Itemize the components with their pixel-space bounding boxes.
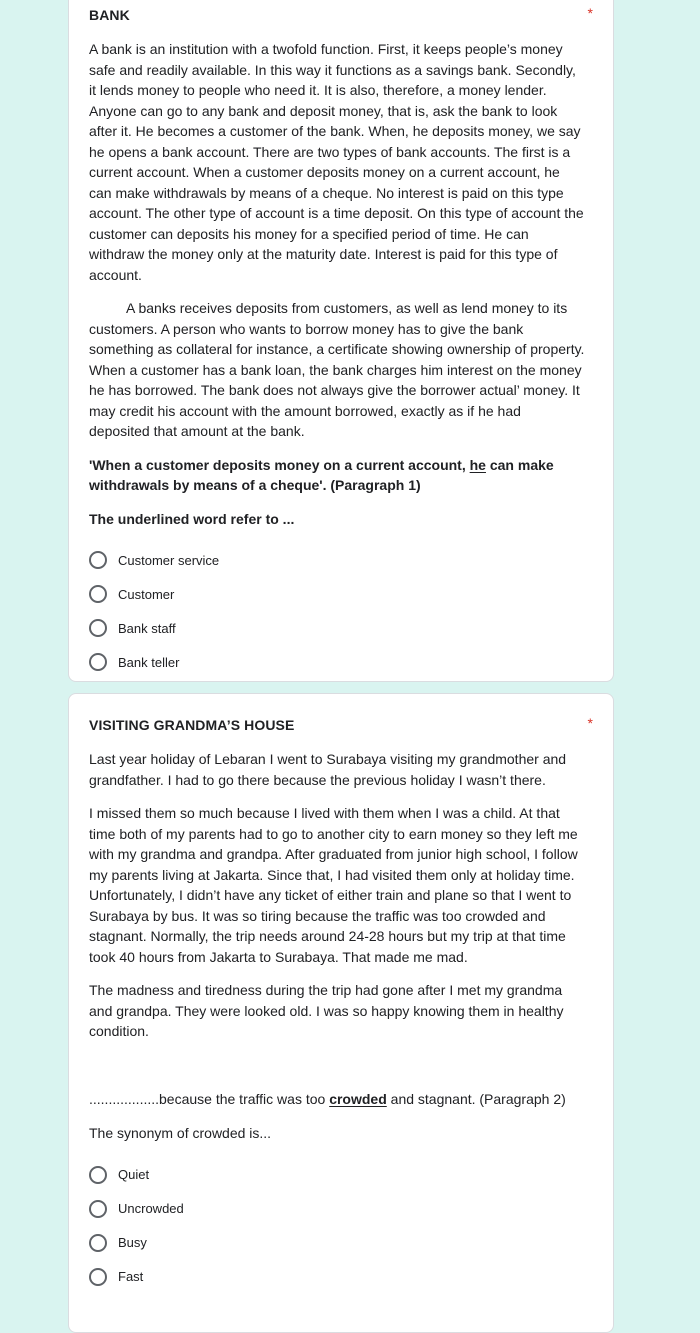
option-label: Bank staff — [118, 620, 176, 636]
passage-paragraph-2: A banks receives deposits from customers, as well as lend money to its customers. A person who wants to borrow money has to give the bank something as collateral for instance, a certificate showing ownership of property. When a customer has a bank loan, the bank charges him interest on the money he has borrowed. The bank does not always give the borrower actual’ money. It may credit his account with the amount borrowed, exactly as if he had deposited that amount at the bank. — [89, 300, 585, 439]
underlined-word: he — [469, 456, 486, 473]
required-asterisk: * — [587, 5, 593, 21]
radio-button[interactable] — [89, 585, 107, 603]
option-label: Quiet — [118, 1167, 150, 1182]
passage-paragraph-1: Last year holiday of Lebaran I went to Surabaya visiting my grandmother and grandfather. I had to go there because the previous holiday I wasn’t there. — [89, 751, 567, 788]
options-group — [89, 543, 585, 679]
option-label: Customer — [118, 586, 175, 602]
option-bank-staff[interactable] — [89, 611, 585, 645]
question-prompt: The underlined word refer to ... — [89, 510, 295, 527]
required-asterisk: * — [587, 715, 593, 731]
radio-button[interactable] — [89, 1268, 107, 1286]
question-quote: 'When a customer deposits money on a current account, he can make withdrawals by means of a cheque'. (Paragraph 1) — [89, 456, 554, 493]
option-busy[interactable] — [89, 1226, 585, 1260]
radio-button[interactable] — [89, 1200, 107, 1218]
passage-paragraph-3: The madness and tiredness during the trip had gone after I met my grandma and grandpa. They were looked old. I was so happy knowing them in healthy condition. — [89, 982, 564, 1039]
passage-paragraph-1: A bank is an institution with a twofold function. First, it keeps people’s money safe and readily available. In this way it functions as a savings bank. Secondly, it lends money to people who need it. It is also, therefore, a money lender. Anyone can go to any bank and deposit money, that is, ask the bank to look after it. He becomes a customer of the bank. When, he deposits money, we say he opens a bank account. There are two types of bank accounts. The first is a current account. When a customer deposits money on a current account, he can make withdrawals by means of a cheque. No interest is paid on this type account. The other type of account is a time deposit. On this type of account the customer can deposits his money for a specified period of time. He can withdraw the money only at the maturity date. Interest is paid for this type of account. — [89, 41, 584, 283]
option-customer-service[interactable] — [89, 543, 585, 577]
question-quote: ..................because the traffic was too crowded and stagnant. (Paragraph 2) — [89, 1090, 566, 1107]
option-label: Customer service — [118, 552, 220, 568]
option-uncrowded[interactable] — [89, 1192, 585, 1226]
option-quiet[interactable] — [89, 1158, 585, 1192]
question-card-grandma — [68, 693, 614, 1333]
question-card-bank — [68, 0, 614, 682]
option-label: Fast — [118, 1269, 144, 1284]
question-title: BANK * — [89, 5, 593, 23]
passage-paragraph-2: I missed them so much because I lived with them when I was a child. At that time both of my parents had to go to another city to earn money so they left me with my grandma and grandpa. After graduated from junior high school, I follow my parents living at Jakarta. Since that, I had visited them only at holiday time. Unfortunately, I didn’t have any ticket of either train and plane so that I went to Surabaya by bus. It was so tiring because the traffic was too crowded and stagnant. Normally, the trip needs around 24-28 hours but my trip at that time took 40 hours from Jakarta to Surabaya. That made me mad. — [89, 805, 578, 965]
radio-button[interactable] — [89, 619, 107, 637]
option-label: Bank teller — [118, 654, 180, 670]
underlined-word: crowded — [329, 1090, 387, 1107]
radio-button[interactable] — [89, 1166, 107, 1184]
option-bank-teller[interactable] — [89, 645, 585, 679]
option-label: Busy — [118, 1235, 147, 1250]
option-label: Uncrowded — [118, 1201, 184, 1216]
option-customer[interactable] — [89, 577, 585, 611]
radio-button[interactable] — [89, 551, 107, 569]
question-title: VISITING GRANDMA’S HOUSE * — [89, 715, 593, 733]
radio-button[interactable] — [89, 1234, 107, 1252]
option-fast[interactable] — [89, 1260, 585, 1294]
options-group — [89, 1158, 585, 1294]
radio-button[interactable] — [89, 653, 107, 671]
question-prompt: The synonym of crowded is... — [89, 1125, 272, 1141]
